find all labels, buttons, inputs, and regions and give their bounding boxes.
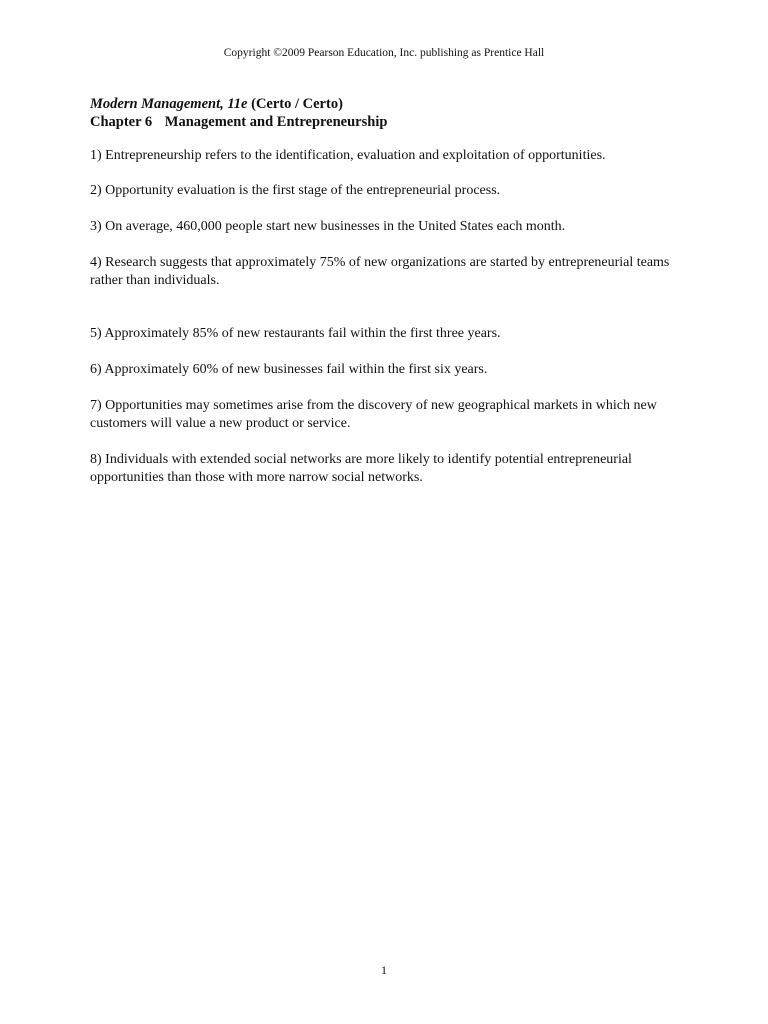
question-item: 3) On average, 460,000 people start new businesses in the United States each month. xyxy=(90,219,566,234)
copyright-header: Copyright ©2009 Pearson Education, Inc. publishing as Prentice Hall xyxy=(223,47,545,59)
chapter-title: Management and Entrepreneurship xyxy=(164,114,388,130)
question-item: 7) Opportunities may sometimes arise from the discovery of new geographical markets in which new customers will value a new product or service. xyxy=(90,398,657,431)
question-item: 2) Opportunity evaluation is the first stage of the entrepreneurial process. xyxy=(90,183,501,198)
page-number: 1 xyxy=(381,963,387,977)
chapter-label: Chapter 6 xyxy=(90,114,153,130)
chapter-line xyxy=(90,113,387,131)
question-item: 6) Approximately 60% of new businesses fail within the first six years. xyxy=(90,362,488,377)
question-item: 1) Entrepreneurship refers to the identification, evaluation and exploitation of opportunities. xyxy=(90,148,606,163)
question-item: 8) Individuals with extended social networks are more likely to identify potential entrepreneurial opportunities than those with more narrow social networks. xyxy=(90,452,632,485)
book-title: Modern Management, 11e xyxy=(90,96,248,112)
book-title-line xyxy=(90,95,387,113)
book-authors: (Certo / Certo) xyxy=(251,96,343,112)
question-item: 5) Approximately 85% of new restaurants fail within the first three years. xyxy=(90,326,501,341)
document-heading xyxy=(90,95,387,131)
question-item: 4) Research suggests that approximately 75% of new organizations are started by entrepreneurial teams rather than individuals. xyxy=(90,255,670,288)
